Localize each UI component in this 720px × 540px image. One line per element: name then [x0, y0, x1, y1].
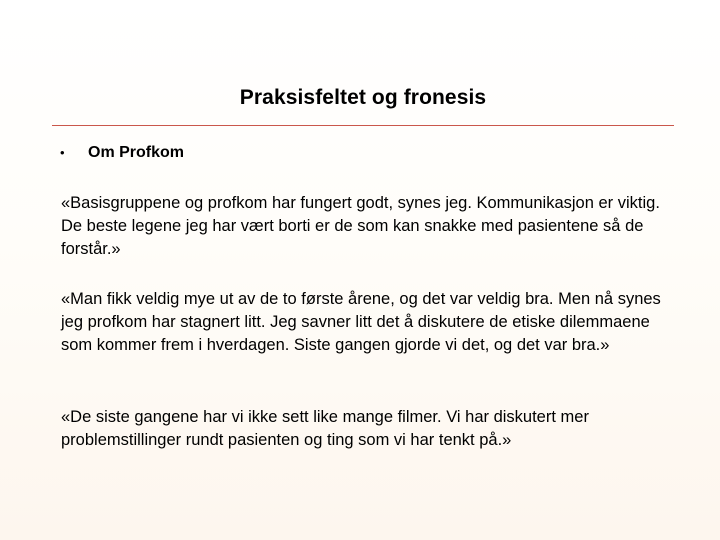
quote-2: «Man fikk veldig mye ut av de to første årene, og det var veldig bra. Men nå synes jeg profkom har stagnert litt. Jeg savner litt det å diskutere de etiske dilemmaene som kommer frem i hverdagen. Siste gangen gjorde vi det, og det var bra.» [61, 290, 661, 354]
bullet-item [60, 144, 184, 162]
bullet-dot-icon: • [60, 145, 65, 160]
quote-3: «De siste gangene har vi ikke sett like mange filmer. Vi har diskutert mer problemstillinger rundt pasienten og ting som vi har tenkt på.» [61, 408, 589, 449]
title-divider [52, 125, 674, 126]
quote-1: «Basisgruppene og profkom har fungert godt, synes jeg. Kommunikasjon er viktig. De beste legene jeg har vært borti er de som kan snakke med pasientene så de forstår.» [61, 194, 660, 258]
slide-title: Praksisfeltet og fronesis [239, 86, 487, 109]
bullet-text: Om Profkom [88, 144, 185, 161]
